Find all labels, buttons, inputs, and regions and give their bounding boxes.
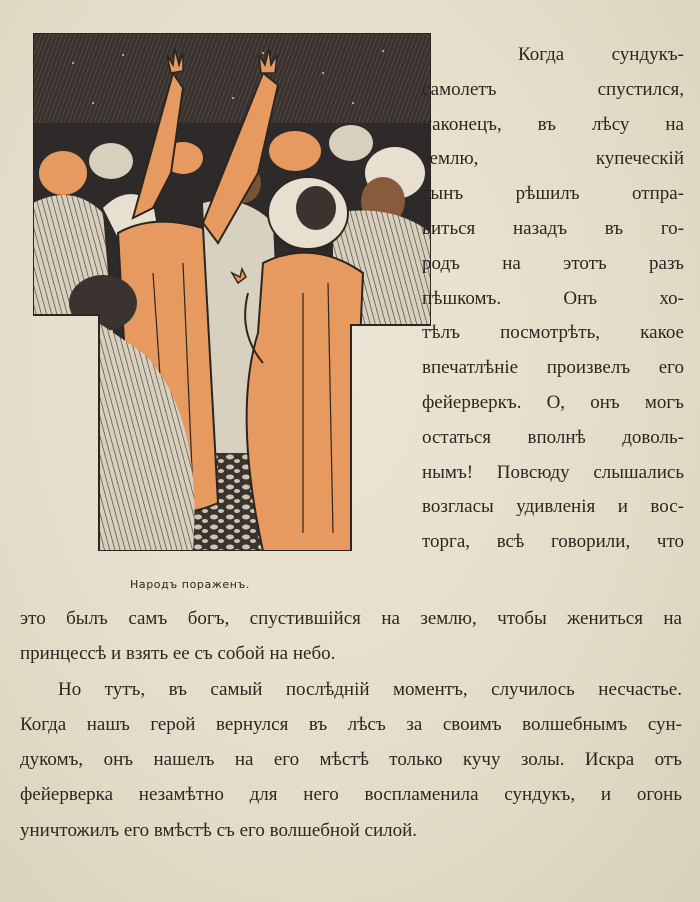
text-line: Когда нашъ герой вернулся въ лѣсъ за своимъ волшебнымъ сун- <box>20 713 682 735</box>
text-line: фейерверкъ. О, онъ могъ <box>422 391 684 413</box>
text-line: торга, всѣ говорили, что <box>422 531 684 553</box>
paragraph-start-line: Но тутъ, въ самый послѣдній моментъ, случилось несчастье. <box>58 678 682 700</box>
woodcut-illustration <box>33 33 431 551</box>
side-text-column <box>422 38 684 560</box>
illustration-crowd-astonished <box>33 33 431 551</box>
text-line: пѣшкомъ. Онъ хо- <box>422 287 684 309</box>
full-width-text <box>20 601 682 848</box>
text-line: фейерверка незамѣтно для него воспламенила сундукъ, и огонь <box>20 784 682 806</box>
text-line: дукомъ, онъ нашелъ на его мѣстѣ только кучу золы. Искра отъ <box>20 749 682 771</box>
text-line: самолетъ спустился, <box>422 78 684 100</box>
text-line: остаться вполнѣ доволь- <box>422 426 684 448</box>
illustration-caption: Народъ пораженъ. <box>130 578 250 591</box>
text-line: это былъ самъ богъ, спустившійся на землю, чтобы жениться на <box>20 608 682 629</box>
text-line: Когда сундукъ- <box>518 44 684 65</box>
text-line: тѣлъ посмотрѣть, какое <box>422 322 684 344</box>
text-line: нымъ! Повсюду слышались <box>422 461 684 483</box>
text-line: сынъ рѣшилъ отпра- <box>422 183 684 205</box>
text-line: впечатлѣніе произвелъ его <box>422 357 684 379</box>
text-line: возгласы удивленія и вос- <box>422 496 684 518</box>
text-line: наконецъ, въ лѣсу на <box>422 113 684 135</box>
text-line: родъ на этотъ разъ <box>422 252 684 274</box>
text-line: виться назадъ въ го- <box>422 217 684 239</box>
text-line: землю, купеческій <box>422 148 684 170</box>
text-line: принцессѣ и взять ее съ собой на небо. <box>20 643 336 665</box>
text-line: уничтожилъ его вмѣстѣ съ его волшебной силой. <box>20 819 418 841</box>
